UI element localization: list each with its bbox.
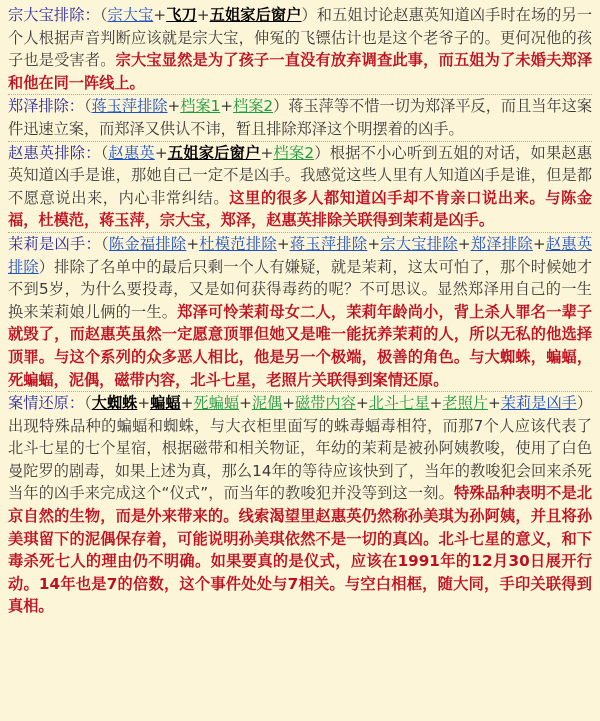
text-segment: + xyxy=(429,394,443,413)
text-segment: + xyxy=(457,234,471,253)
text-segment: 赵惠英排除 xyxy=(8,234,593,276)
text-segment: 郑泽排除 xyxy=(470,234,533,253)
section-paragraph xyxy=(8,392,592,618)
section-paragraph xyxy=(8,95,592,141)
text-segment: + xyxy=(276,234,290,253)
section-paragraph xyxy=(8,233,592,392)
text-segment: + xyxy=(239,394,252,413)
text-segment: + xyxy=(153,6,167,24)
section-heading: 案情还原： xyxy=(8,394,85,413)
text-segment: （ xyxy=(100,143,109,162)
text-segment: 泥偶 xyxy=(251,394,283,413)
text-segment: 杜模范排除 xyxy=(199,234,277,253)
text-segment: 飞刀 xyxy=(166,6,197,24)
text-segment: 档案2 xyxy=(273,143,315,162)
text-segment: 蒋玉萍排除 xyxy=(91,97,168,116)
text-segment: + xyxy=(167,97,181,116)
section-heading: 茉莉是凶手： xyxy=(8,234,101,253)
text-segment: + xyxy=(220,97,234,116)
text-segment: + xyxy=(180,394,194,413)
text-segment: 宗大宝 xyxy=(107,6,154,24)
text-segment: 档案2 xyxy=(233,97,274,116)
text-segment: ）根据不小心听到五姐的对话，如果赵惠英知道凶手是谁，那她自己一定不是凶手。我感觉这些人里有人知道凶手是谁，但是都不愿意说出来，内心非常纠结。 xyxy=(8,143,593,207)
text-segment: + xyxy=(282,394,296,413)
text-segment: 蝙蝠 xyxy=(150,394,181,413)
text-segment: + xyxy=(488,394,501,413)
section-heading: 郑泽排除： xyxy=(8,97,84,116)
section-heading: 宗大宝排除： xyxy=(8,6,100,24)
text-segment: （ xyxy=(100,234,109,253)
text-segment: 宗大宝排除 xyxy=(380,234,458,253)
text-segment: 五姐家后窗户 xyxy=(167,143,261,162)
text-segment: ）出现特殊品种的蝙蝠和蜘蛛，与大衣柜里面写的蛛毒蝠毒相符，而那7个人应该代表了北斗七星的七个星宿，根据磁带和相关物证，年幼的茉莉是被孙阿姨教唆，使用了白色曼陀罗的剧毒，如果上述为真，那么14年的等待应该快到了，当年的教唆犯会回来杀死当年的凶手来完成这个“仪式”，而当年的教唆犯并没等到这一刻。 xyxy=(8,394,593,503)
text-segment: 磁带内容 xyxy=(295,394,356,413)
text-segment: 赵惠英 xyxy=(108,143,155,162)
text-segment: 老照片 xyxy=(442,394,489,413)
text-segment: （ xyxy=(99,6,108,24)
text-segment: 五姐家后窗户 xyxy=(209,6,302,24)
text-segment: 陈金福排除 xyxy=(108,234,187,253)
text-segment: 宗大宝显然是为了孩子一直没有放弃调查此事，而五姐为了未婚夫郑泽和他在同一阵线上。 xyxy=(8,51,593,92)
text-segment: + xyxy=(137,394,151,413)
text-segment: + xyxy=(355,394,369,413)
text-segment: ）和五姐讨论赵惠英知道凶手时在场的另一个人根据声音判断应该就是宗大宝，伸冤的飞镖估计也是这个老爷子的。更何况他的孩子也是受害者。 xyxy=(8,6,593,70)
text-segment: + xyxy=(367,234,381,253)
section-paragraph xyxy=(8,4,592,95)
text-segment: 蒋玉萍排除 xyxy=(289,234,368,253)
text-segment: ）排除了名单中的最后只剩一个人有嫌疑，就是茉莉，这太可怕了，那个时候她才不到5岁，为什么要投毒，又是如何获得毒药的呢？不可思议。显然郑泽用自己的一生换来茉莉娘儿俩的一生。 xyxy=(8,257,593,321)
text-segment: 北斗七星 xyxy=(368,394,430,413)
text-segment: （ xyxy=(84,394,92,413)
text-segment: 档案1 xyxy=(180,97,221,116)
text-segment: 大蜘蛛 xyxy=(91,394,138,413)
text-segment: 这里的很多人都知道凶手却不肯亲口说出来。与陈金福，杜模范，蒋玉萍，宗大宝，郑泽，赵惠英排除关联得到茉莉是凶手。 xyxy=(8,188,593,230)
text-segment: 郑泽可怜茉莉母女二人，茉莉年龄尚小，背上杀人罪名一辈子就毁了，而赵惠英虽然一定愿意顶罪但她又是唯一能抚养茉莉的人，所以无私的他选择顶罪。与这个系列的众多恶人相比，他是另一个极端，极善的角色。与大蜘蛛，蝙蝠，死蝙蝠，泥偶，磁带内容，北斗七星，老照片关联得到案情还原。 xyxy=(8,302,593,389)
text-segment: + xyxy=(154,143,168,162)
section-heading: 赵惠英排除： xyxy=(8,143,101,162)
text-segment: ）蒋玉萍等不惜一切为郑泽平反，而且当年这案件迅速立案，而郑泽又供认不讳，暂且排除郑泽这个明摆着的凶手。 xyxy=(8,97,593,138)
text-segment: 茉莉是凶手 xyxy=(500,394,577,413)
text-segment: + xyxy=(260,143,274,162)
text-segment: （ xyxy=(83,97,92,116)
text-segment: 死蝙蝠 xyxy=(193,394,240,413)
text-segment: 特殊品种表明不是北京自然的生物，而是外来带来的。线索渴望里赵惠英仍然称孙美琪为孙阿姨，并且将孙美琪留下的泥偶保存着，可能说明孙美琪依然不是一切的真凶。北斗七星的意义，和下毒杀死七人的理由仍不明确。如果要真的是仪式，应该在1991年的12月30日展开行动。14年也是7的倍数，这个事件处处与7相关。与空白相框，随大同，手印关联得到真相。 xyxy=(8,484,593,616)
text-segment: + xyxy=(196,6,210,24)
section-paragraph xyxy=(8,142,592,233)
text-segment: + xyxy=(186,234,200,253)
text-segment: + xyxy=(532,234,546,253)
